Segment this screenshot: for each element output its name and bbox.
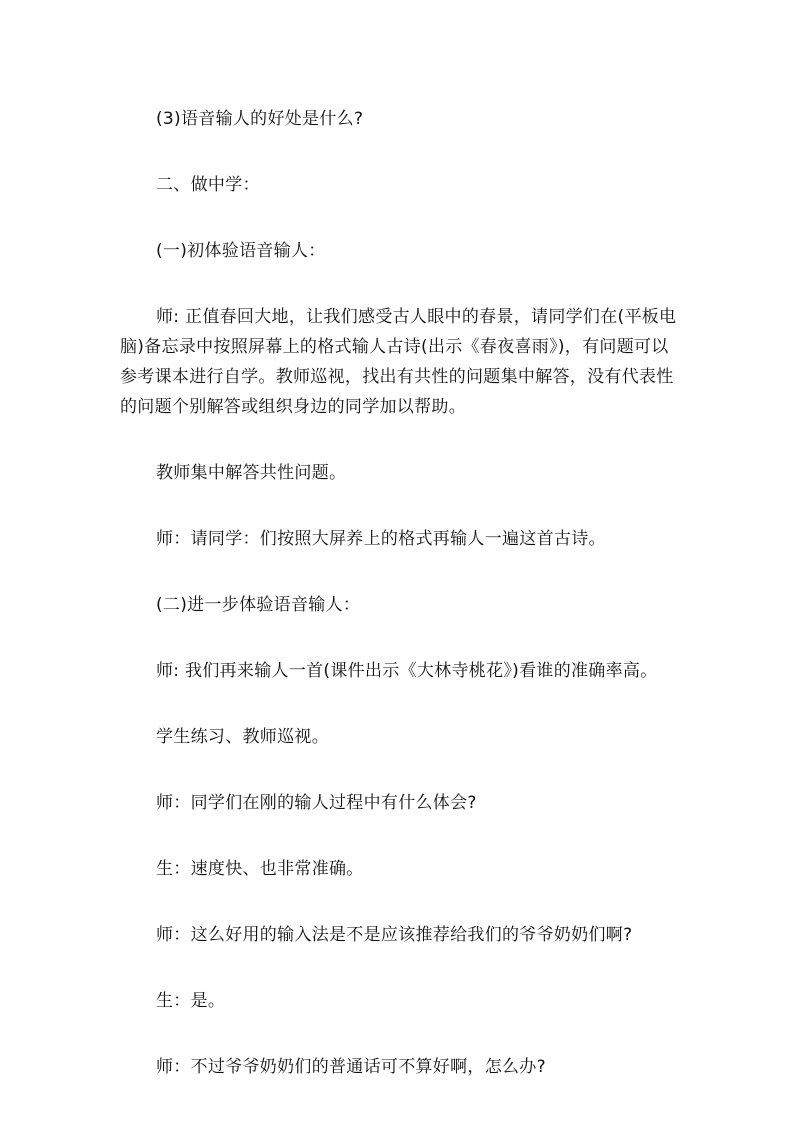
paragraph-student-practice: 学生练习、教师巡视。 (156, 727, 329, 747)
paragraph-teacher-problem: 师：不过爷爷奶奶们的普通话可不算好啊，怎么办? (156, 1057, 546, 1077)
subsection-heading-first-experience: (一)初体验语音输人： (156, 241, 326, 261)
paragraph-teacher-answers: 教师集中解答共性问题。 (156, 463, 347, 483)
section-heading-learn-by-doing: 二、做中学： (156, 175, 260, 195)
paragraph-teacher-retype: 师：请同学：们按照大屏养上的格式再输人一遍这首古诗。 (156, 529, 606, 549)
paragraph-student-yes: 生：是。 (156, 991, 226, 1011)
document-body (120, 104, 680, 1082)
subsection-heading-further-experience: (二)进一步体验语音输人： (156, 595, 361, 615)
paragraph-teacher-second-poem: 师: 我们再来输人一首(课件出示《大林寺桃花》)看谁的准确率高。 (156, 661, 658, 681)
paragraph-student-answer: 生：速度快、也非常准确。 (156, 859, 364, 879)
paragraph-teacher-question: 师：同学们在刚的输人过程中有什么体会? (156, 793, 477, 813)
paragraph-teacher-instruction: 师: 正值春回大地，让我们感受古人眼中的春景，请同学们在(平板电脑)备忘录中按照屏幕上的格式输人古诗(出示《春夜喜雨》)，有问题可以参考课本进行自学。教师巡视，找出有共性的问题集中解答，没有代表性的问题个别解答或组织身边的同学加以帮助。 (120, 307, 677, 417)
paragraph-question-3: (3)语音输人的好处是什么? (156, 109, 364, 129)
paragraph-teacher-recommend: 师：这么好用的输入法是不是应该推荐给我们的爷爷奶奶们啊? (156, 925, 633, 945)
